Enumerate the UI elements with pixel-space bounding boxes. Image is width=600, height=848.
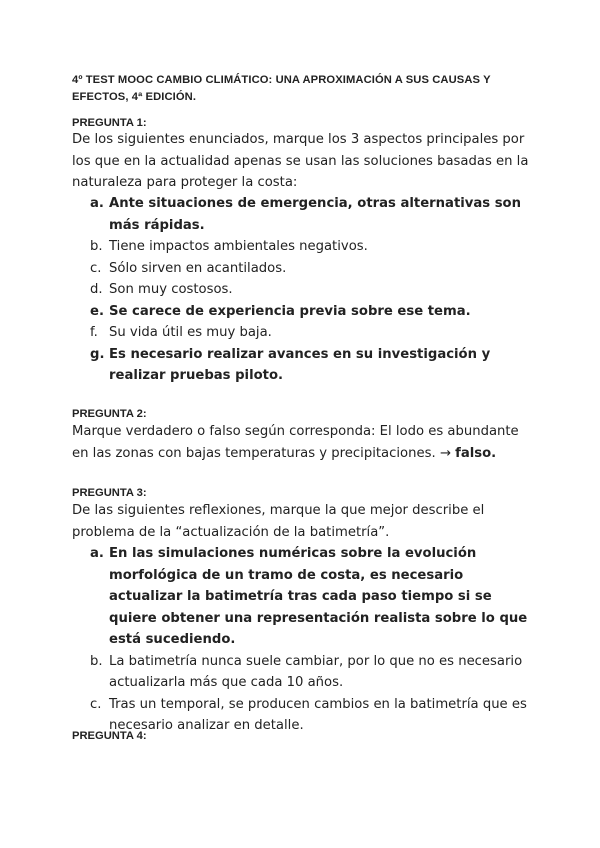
question-4-label: PREGUNTA 4:: [72, 730, 147, 742]
option-text: Tiene impactos ambientales negativos.: [109, 239, 368, 254]
option-letter: f.: [90, 325, 98, 340]
option-letter: b.: [90, 653, 103, 669]
option-letter: c.: [90, 260, 102, 276]
question-2-statement: Marque verdadero o falso según corresponda: El lodo es abundante en las zonas con bajas temperaturas y precipitaciones. →: [72, 424, 519, 461]
question-3-options: [72, 543, 532, 737]
option-text: Es necesario realizar avances en su investigación y realizar pruebas piloto.: [109, 346, 491, 383]
question-1-label: PREGUNTA 1:: [72, 117, 147, 129]
option-text: En las simulaciones numéricas sobre la evolución morfológica de un tramo de costa, es necesario actualizar la batimetría tras cada paso tiempo si se quiere obtener una representación realista sobre lo que está sucediendo.: [109, 546, 528, 647]
question-1-text: De los siguientes enunciados, marque los 3 aspectos principales por los que en la actualidad apenas se usan las soluciones basadas en la naturaleza para proteger la costa:: [72, 132, 529, 190]
option-text: Su vida útil es muy baja.: [109, 325, 272, 340]
document-title: 4º TEST MOOC CAMBIO CLIMÁTICO: UNA APROXIMACIÓN A SUS CAUSAS Y EFECTOS, 4ª EDICIÓN.: [72, 74, 491, 103]
question-2-text: [72, 421, 530, 464]
question-3-label: PREGUNTA 3:: [72, 487, 147, 499]
question-3-text: De las siguientes reflexiones, marque la que mejor describe el problema de la “actualización de la batimetría”.: [72, 503, 485, 540]
question-1-options: [72, 193, 532, 387]
question-2-answer: falso.: [455, 445, 497, 461]
option-text: Se carece de experiencia previa sobre ese tema.: [109, 303, 471, 319]
option-letter: d.: [90, 282, 103, 297]
question-1-option-f: [72, 322, 532, 344]
question-2-label: PREGUNTA 2:: [72, 408, 147, 420]
question-1-option-c: [72, 258, 532, 280]
question-3-option-a: [72, 543, 532, 651]
option-text: Tras un temporal, se producen cambios en la batimetría que es necesario analizar en detalle.: [109, 696, 527, 733]
option-letter: a.: [90, 546, 104, 561]
option-text: La batimetría nunca suele cambiar, por lo que no es necesario actualizarla más que cada 10 años.: [109, 653, 523, 690]
option-text: Sólo sirven en acantilados.: [109, 260, 287, 276]
option-letter: g.: [90, 346, 105, 362]
question-1-option-e: [72, 301, 532, 323]
question-3-option-b: [72, 651, 532, 694]
option-letter: c.: [90, 696, 102, 712]
option-letter: a.: [90, 196, 104, 211]
option-letter: e.: [90, 303, 104, 319]
question-1-option-a: [72, 193, 532, 236]
question-1-option-d: [72, 279, 532, 301]
question-1-option-g: [72, 344, 532, 387]
option-letter: b.: [90, 239, 103, 254]
option-text: Ante situaciones de emergencia, otras alternativas son más rápidas.: [109, 196, 522, 233]
question-1-option-b: [72, 236, 532, 258]
option-text: Son muy costosos.: [109, 282, 233, 297]
